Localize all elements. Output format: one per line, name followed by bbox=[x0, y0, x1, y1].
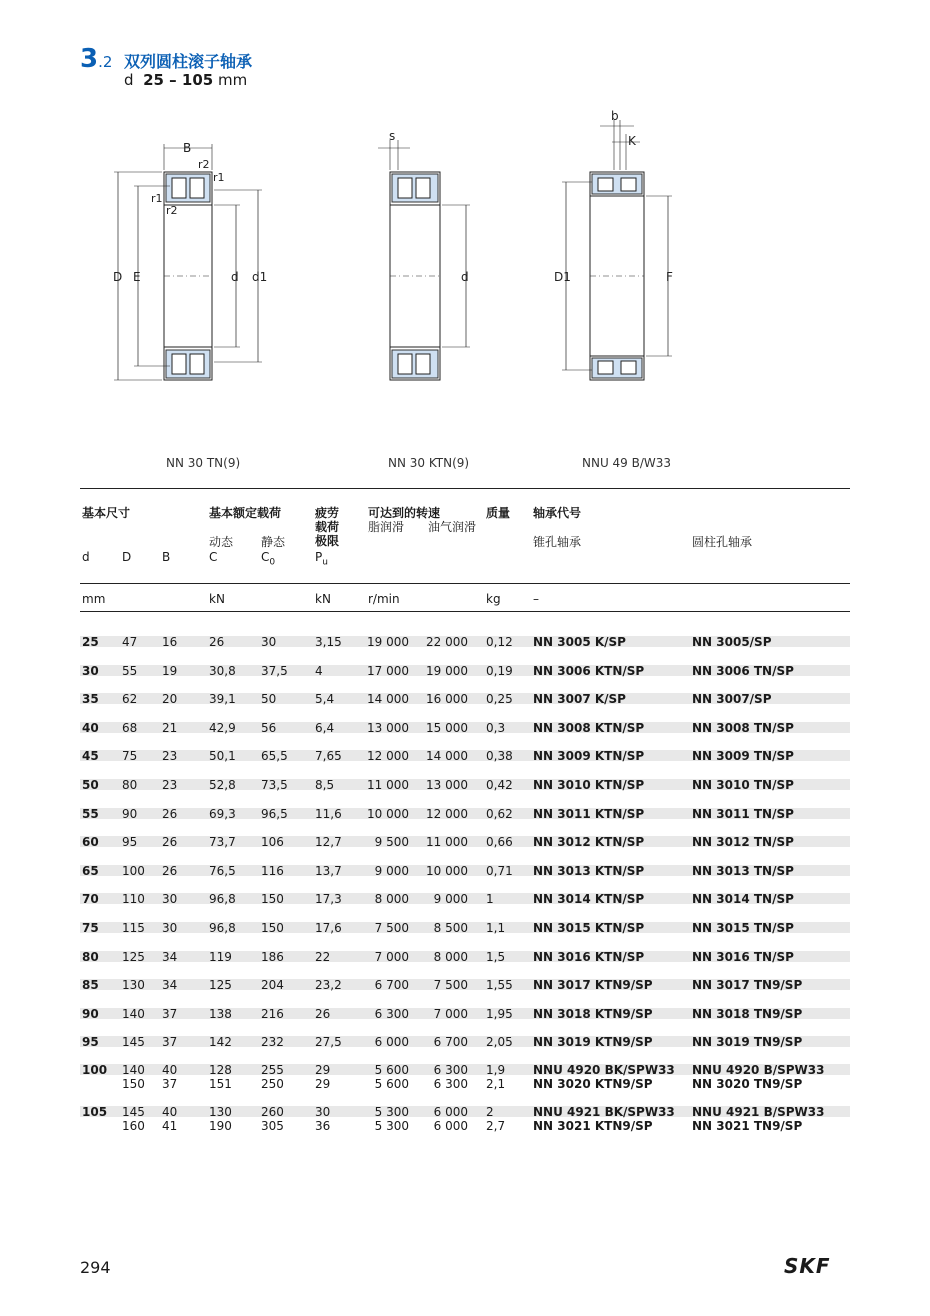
table-cell-mass: 2 bbox=[486, 1105, 494, 1119]
label-b: b bbox=[611, 109, 619, 123]
table-cell-D: 62 bbox=[122, 692, 138, 707]
table-cell-d: 80 bbox=[82, 949, 99, 964]
label-d1: d1 bbox=[252, 270, 268, 284]
page-title: 双列圆柱滚子轴承 bbox=[124, 52, 253, 71]
table-cell-D: 130 bbox=[122, 978, 145, 993]
table-cell-oil: 14 000 bbox=[426, 749, 468, 764]
table-cell-C: 119 bbox=[209, 949, 232, 964]
table-cell-cyl: NN 3006 TN/SP bbox=[692, 663, 794, 678]
label-D1: D1 bbox=[554, 270, 571, 284]
table-cell-C: 96,8 bbox=[209, 921, 236, 935]
table-cell-B: 34 bbox=[162, 949, 178, 964]
table-cell-mass: 1,1 bbox=[486, 921, 506, 935]
table-cell-B: 41 bbox=[162, 1119, 178, 1133]
table-cell-C: 69,3 bbox=[209, 806, 236, 821]
table-cell-d: 85 bbox=[82, 978, 99, 993]
th-D: D bbox=[122, 550, 132, 564]
table-cell-d: 100 bbox=[82, 1063, 108, 1077]
table-cell-mass: 0,62 bbox=[486, 806, 513, 821]
table-cell-B: 37 bbox=[162, 1077, 178, 1091]
table-cell-D: 115 bbox=[122, 921, 145, 935]
table-cell-mass: 0,12 bbox=[486, 635, 513, 649]
table-cell-B: 26 bbox=[162, 863, 178, 878]
table-cell-Pu: 17,3 bbox=[315, 892, 342, 907]
table-cell-grease: 19 000 bbox=[367, 635, 409, 649]
table-cell-D: 95 bbox=[122, 835, 138, 850]
table-cell-C: 73,7 bbox=[209, 835, 236, 850]
table-cell-cyl: NN 3012 TN/SP bbox=[692, 835, 794, 850]
th-oil-air: 油气润滑 bbox=[428, 520, 477, 534]
table-cell-mass: 1 bbox=[486, 892, 494, 907]
table-cell-cyl: NN 3005/SP bbox=[692, 635, 772, 649]
table-cell-Pu: 3,15 bbox=[315, 635, 342, 649]
table-cell-D: 90 bbox=[122, 806, 138, 821]
table-cell-tapered: NN 3006 KTN/SP bbox=[533, 663, 645, 678]
label-d: d bbox=[231, 270, 239, 284]
table-cell-tapered: NN 3010 KTN/SP bbox=[533, 778, 645, 792]
table-cell-cyl: NN 3021 TN9/SP bbox=[692, 1119, 803, 1133]
table-cell-cyl: NNU 4920 B/SPW33 bbox=[692, 1063, 825, 1077]
label-r1-top: r1 bbox=[213, 171, 225, 184]
table-cell-cyl: NN 3017 TN9/SP bbox=[692, 978, 803, 993]
table-cell-tapered: NNU 4920 BK/SPW33 bbox=[533, 1063, 675, 1077]
table-cell-C0: 305 bbox=[261, 1119, 284, 1133]
table-cell-oil: 8 000 bbox=[433, 949, 468, 964]
table-cell-grease: 8 000 bbox=[374, 892, 409, 907]
table-cell-Pu: 13,7 bbox=[315, 863, 342, 878]
table-cell-Pu: 30 bbox=[315, 1105, 331, 1119]
table-cell-d: 45 bbox=[82, 749, 99, 764]
table-cell-grease: 14 000 bbox=[367, 692, 409, 707]
label-r1-side: r1 bbox=[151, 192, 163, 205]
th-cylindrical: 圆柱孔轴承 bbox=[692, 535, 753, 549]
table-cell-D: 55 bbox=[122, 663, 138, 678]
table-cell-C: 128 bbox=[209, 1063, 232, 1077]
table-cell-d: 65 bbox=[82, 863, 99, 878]
table-cell-grease: 9 000 bbox=[374, 863, 409, 878]
table-cell-B: 30 bbox=[162, 921, 178, 935]
table-cell-C0: 50 bbox=[261, 692, 277, 707]
table-cell-C: 42,9 bbox=[209, 720, 236, 735]
label-E: E bbox=[133, 270, 141, 284]
table-cell-tapered: NN 3017 KTN9/SP bbox=[533, 978, 653, 993]
table-cell-cyl: NN 3007/SP bbox=[692, 692, 772, 707]
table-cell-d: 40 bbox=[82, 720, 99, 735]
table-cell-Pu: 6,4 bbox=[315, 720, 335, 735]
unit-kn-2: kN bbox=[315, 592, 331, 606]
table-cell-oil: 6 300 bbox=[433, 1077, 468, 1091]
table-cell-Pu: 29 bbox=[315, 1063, 331, 1077]
table-cell-Pu: 7,65 bbox=[315, 749, 342, 764]
table-cell-D: 125 bbox=[122, 949, 145, 964]
table-cell-C0: 73,5 bbox=[261, 778, 288, 792]
table-cell-B: 40 bbox=[162, 1063, 178, 1077]
table-cell-oil: 15 000 bbox=[426, 720, 468, 735]
table-cell-Pu: 26 bbox=[315, 1006, 331, 1021]
drawing-nn30tn bbox=[114, 144, 262, 380]
th-B: B bbox=[162, 550, 171, 564]
table-cell-oil: 7 500 bbox=[433, 978, 468, 993]
table-cell-oil: 11 000 bbox=[426, 835, 468, 850]
table-cell-D: 145 bbox=[122, 1105, 145, 1119]
table-cell-B: 21 bbox=[162, 720, 178, 735]
table-cell-d: 105 bbox=[82, 1105, 108, 1119]
table-cell-grease: 13 000 bbox=[367, 720, 409, 735]
table-cell-C: 138 bbox=[209, 1006, 232, 1021]
th-designation: 轴承代号 bbox=[533, 506, 582, 520]
table-cell-D: 140 bbox=[122, 1063, 145, 1077]
table-cell-oil: 7 000 bbox=[433, 1006, 468, 1021]
table-cell-mass: 2,1 bbox=[486, 1077, 506, 1091]
table-cell-B: 23 bbox=[162, 749, 178, 764]
table-cell-grease: 5 300 bbox=[374, 1119, 409, 1133]
table-cell-C0: 260 bbox=[261, 1105, 284, 1119]
table-cell-oil: 10 000 bbox=[426, 863, 468, 878]
table-cell-oil: 19 000 bbox=[426, 663, 468, 678]
table-cell-d: 55 bbox=[82, 806, 99, 821]
table-cell-cyl: NN 3013 TN/SP bbox=[692, 863, 794, 878]
table-cell-cyl: NNU 4921 B/SPW33 bbox=[692, 1105, 825, 1119]
table-cell-C0: 150 bbox=[261, 892, 284, 907]
table-cell-B: 37 bbox=[162, 1035, 178, 1050]
th-tapered: 锥孔轴承 bbox=[533, 535, 582, 549]
table-cell-D: 110 bbox=[122, 892, 145, 907]
table-cell-grease: 6 000 bbox=[374, 1035, 409, 1050]
label-r2-top: r2 bbox=[198, 158, 210, 171]
table-cell-C: 190 bbox=[209, 1119, 232, 1133]
table-cell-C0: 30 bbox=[261, 635, 277, 649]
table-cell-C: 39,1 bbox=[209, 692, 236, 707]
table-cell-tapered: NN 3005 K/SP bbox=[533, 635, 626, 649]
table-cell-Pu: 12,7 bbox=[315, 835, 342, 850]
table-cell-C0: 96,5 bbox=[261, 806, 288, 821]
table-cell-grease: 5 600 bbox=[374, 1063, 409, 1077]
unit-rpm: r/min bbox=[368, 592, 400, 606]
table-cell-tapered: NN 3019 KTN9/SP bbox=[533, 1035, 653, 1050]
th-dynamic: 动态 bbox=[209, 535, 234, 549]
table-cell-d: 95 bbox=[82, 1035, 99, 1050]
table-cell-cyl: NN 3014 TN/SP bbox=[692, 892, 794, 907]
table-cell-grease: 6 700 bbox=[374, 978, 409, 993]
table-cell-grease: 7 000 bbox=[374, 949, 409, 964]
label-s: s bbox=[389, 129, 396, 143]
table-cell-C: 130 bbox=[209, 1105, 232, 1119]
table-cell-D: 80 bbox=[122, 778, 138, 792]
table-cell-D: 75 bbox=[122, 749, 138, 764]
table-cell-mass: 0,38 bbox=[486, 749, 513, 764]
th-basic-dims: 基本尺寸 bbox=[82, 506, 131, 520]
table-cell-cyl: NN 3008 TN/SP bbox=[692, 720, 794, 735]
table-cell-D: 145 bbox=[122, 1035, 145, 1050]
table-cell-C0: 65,5 bbox=[261, 749, 288, 764]
label-r2-side: r2 bbox=[166, 204, 178, 217]
table-cell-cyl: NN 3011 TN/SP bbox=[692, 806, 794, 821]
table-cell-C0: 204 bbox=[261, 978, 284, 993]
table-cell-Pu: 23,2 bbox=[315, 978, 342, 993]
table-cell-C: 96,8 bbox=[209, 892, 236, 907]
table-cell-mass: 0,3 bbox=[486, 720, 506, 735]
table-cell-mass: 1,5 bbox=[486, 949, 506, 964]
table-cell-C0: 106 bbox=[261, 835, 284, 850]
table-cell-oil: 8 500 bbox=[433, 921, 468, 935]
label-F: F bbox=[666, 270, 673, 284]
table-cell-mass: 1,95 bbox=[486, 1006, 513, 1021]
table-cell-C: 30,8 bbox=[209, 663, 236, 678]
table-cell-C0: 116 bbox=[261, 863, 284, 878]
table-cell-C0: 186 bbox=[261, 949, 284, 964]
table-cell-B: 16 bbox=[162, 635, 178, 649]
unit-dash: – bbox=[533, 592, 539, 606]
table-cell-d: 60 bbox=[82, 835, 99, 850]
table-cell-oil: 6 300 bbox=[433, 1063, 468, 1077]
table-cell-Pu: 29 bbox=[315, 1077, 331, 1091]
table-cell-mass: 1,55 bbox=[486, 978, 513, 993]
table-cell-tapered: NN 3008 KTN/SP bbox=[533, 720, 645, 735]
table-cell-B: 37 bbox=[162, 1006, 178, 1021]
label-D: D bbox=[113, 270, 123, 284]
table-cell-Pu: 8,5 bbox=[315, 778, 335, 792]
table-cell-d: 90 bbox=[82, 1006, 99, 1021]
table-cell-mass: 1,9 bbox=[486, 1063, 506, 1077]
section-number: 3.2 bbox=[80, 44, 113, 74]
unit-kn-1: kN bbox=[209, 592, 225, 606]
table-cell-tapered: NN 3009 KTN/SP bbox=[533, 749, 645, 764]
table-cell-tapered: NN 3013 KTN/SP bbox=[533, 863, 645, 878]
table-cell-tapered: NN 3011 KTN/SP bbox=[533, 806, 645, 821]
table-cell-d: 25 bbox=[82, 635, 99, 649]
table-cell-D: 150 bbox=[122, 1077, 145, 1091]
table-cell-cyl: NN 3018 TN9/SP bbox=[692, 1006, 803, 1021]
table-cell-d: 50 bbox=[82, 778, 99, 792]
table-cell-tapered: NN 3015 KTN/SP bbox=[533, 921, 645, 935]
table-cell-B: 19 bbox=[162, 663, 178, 678]
label-d-2: d bbox=[461, 270, 469, 284]
th-d: d bbox=[82, 550, 90, 564]
table-cell-mass: 0,66 bbox=[486, 835, 513, 850]
table-cell-B: 26 bbox=[162, 835, 178, 850]
table-cell-C: 52,8 bbox=[209, 778, 236, 792]
table-cell-mass: 2,7 bbox=[486, 1119, 506, 1133]
table-cell-Pu: 36 bbox=[315, 1119, 331, 1133]
th-grease: 脂润滑 bbox=[368, 520, 405, 534]
table-cell-D: 68 bbox=[122, 720, 138, 735]
label-K: K bbox=[628, 134, 636, 148]
table-cell-grease: 9 500 bbox=[374, 835, 409, 850]
label-B: B bbox=[183, 141, 192, 155]
table-cell-D: 140 bbox=[122, 1006, 145, 1021]
table-cell-tapered: NN 3020 KTN9/SP bbox=[533, 1077, 653, 1091]
table-cell-oil: 6 700 bbox=[433, 1035, 468, 1050]
table-cell-mass: 0,25 bbox=[486, 692, 513, 707]
table-cell-d: 35 bbox=[82, 692, 99, 707]
table-cell-C: 76,5 bbox=[209, 863, 236, 878]
table-header-bottom-rule bbox=[80, 611, 850, 612]
table-cell-tapered: NN 3018 KTN9/SP bbox=[533, 1006, 653, 1021]
table-cell-tapered: NN 3007 K/SP bbox=[533, 692, 626, 707]
table-cell-oil: 12 000 bbox=[426, 806, 468, 821]
table-cell-tapered: NN 3021 KTN9/SP bbox=[533, 1119, 653, 1133]
drawing-nnu49 bbox=[562, 120, 672, 380]
table-top-rule bbox=[80, 488, 850, 489]
table-cell-oil: 13 000 bbox=[426, 778, 468, 792]
table-cell-d: 30 bbox=[82, 663, 99, 678]
table-cell-mass: 0,71 bbox=[486, 863, 513, 878]
table-cell-Pu: 4 bbox=[315, 663, 323, 678]
th-static: 静态 bbox=[261, 535, 286, 549]
table-cell-C0: 56 bbox=[261, 720, 277, 735]
table-cell-C: 26 bbox=[209, 635, 225, 649]
table-cell-Pu: 22 bbox=[315, 949, 331, 964]
table-cell-cyl: NN 3015 TN/SP bbox=[692, 921, 794, 935]
table-cell-oil: 6 000 bbox=[433, 1119, 468, 1133]
table-cell-B: 34 bbox=[162, 978, 178, 993]
unit-kg: kg bbox=[486, 592, 501, 606]
table-cell-B: 26 bbox=[162, 806, 178, 821]
table-cell-Pu: 11,6 bbox=[315, 806, 342, 821]
table-mid-rule bbox=[80, 583, 850, 584]
table-cell-cyl: NN 3019 TN9/SP bbox=[692, 1035, 803, 1050]
table-cell-C0: 216 bbox=[261, 1006, 284, 1021]
caption-nnu49: NNU 49 B/W33 bbox=[582, 456, 672, 470]
table-cell-C0: 255 bbox=[261, 1063, 284, 1077]
table-cell-tapered: NN 3014 KTN/SP bbox=[533, 892, 645, 907]
table-cell-oil: 6 000 bbox=[433, 1105, 468, 1119]
table-cell-grease: 10 000 bbox=[367, 806, 409, 821]
table-cell-grease: 7 500 bbox=[374, 921, 409, 935]
table-cell-C: 142 bbox=[209, 1035, 232, 1050]
caption-nn30ktn: NN 30 KTN(9) bbox=[388, 456, 470, 470]
table-cell-C0: 37,5 bbox=[261, 663, 288, 678]
table-cell-oil: 22 000 bbox=[426, 635, 468, 649]
table-cell-grease: 12 000 bbox=[367, 749, 409, 764]
table-cell-grease: 5 600 bbox=[374, 1077, 409, 1091]
table-cell-oil: 9 000 bbox=[433, 892, 468, 907]
table-cell-d: 70 bbox=[82, 892, 99, 907]
table-cell-C0: 232 bbox=[261, 1035, 284, 1050]
table-cell-C0: 150 bbox=[261, 921, 284, 935]
table-cell-C0: 250 bbox=[261, 1077, 284, 1091]
unit-mm: mm bbox=[82, 592, 106, 606]
table-cell-Pu: 5,4 bbox=[315, 692, 335, 707]
table-cell-D: 160 bbox=[122, 1119, 145, 1133]
bearing-drawings bbox=[0, 0, 930, 480]
table-cell-Pu: 27,5 bbox=[315, 1035, 342, 1050]
table-cell-C: 151 bbox=[209, 1077, 232, 1091]
table-cell-C: 125 bbox=[209, 978, 232, 993]
th-mass: 质量 bbox=[486, 506, 511, 520]
th-C: C bbox=[209, 550, 218, 564]
table-cell-mass: 2,05 bbox=[486, 1035, 513, 1050]
table-cell-D: 100 bbox=[122, 863, 145, 878]
table-cell-cyl: NN 3010 TN/SP bbox=[692, 778, 794, 792]
table-cell-mass: 0,42 bbox=[486, 778, 513, 792]
skf-logo: SKF bbox=[784, 1254, 831, 1278]
th-fatigue: 疲劳 载荷 极限 bbox=[315, 506, 340, 548]
caption-nn30tn: NN 30 TN(9) bbox=[166, 456, 241, 470]
table-cell-Pu: 17,6 bbox=[315, 921, 342, 935]
page-subtitle: d 25 – 105 mm bbox=[124, 71, 248, 89]
table-cell-d: 75 bbox=[82, 921, 99, 935]
th-C0: $C_0$ bbox=[261, 550, 276, 568]
table-cell-cyl: NN 3020 TN9/SP bbox=[692, 1077, 803, 1091]
table-cell-tapered: NN 3012 KTN/SP bbox=[533, 835, 645, 850]
drawing-nn30ktn bbox=[378, 140, 470, 380]
table-cell-B: 40 bbox=[162, 1105, 178, 1119]
table-cell-D: 47 bbox=[122, 635, 138, 649]
table-cell-B: 23 bbox=[162, 778, 178, 792]
table-cell-grease: 17 000 bbox=[367, 663, 409, 678]
th-Pu: $P_u$ bbox=[315, 550, 328, 568]
table-cell-B: 30 bbox=[162, 892, 178, 907]
table-cell-tapered: NNU 4921 BK/SPW33 bbox=[533, 1105, 675, 1119]
table-cell-grease: 11 000 bbox=[367, 778, 409, 792]
table-cell-tapered: NN 3016 KTN/SP bbox=[533, 949, 645, 964]
th-speed: 可达到的转速 bbox=[368, 506, 441, 520]
table-cell-C: 50,1 bbox=[209, 749, 236, 764]
table-cell-cyl: NN 3016 TN/SP bbox=[692, 949, 794, 964]
table-cell-oil: 16 000 bbox=[426, 692, 468, 707]
page-number: 294 bbox=[80, 1258, 111, 1277]
table-cell-grease: 6 300 bbox=[374, 1006, 409, 1021]
table-cell-cyl: NN 3009 TN/SP bbox=[692, 749, 794, 764]
th-load-ratings: 基本额定载荷 bbox=[209, 506, 282, 520]
table-cell-B: 20 bbox=[162, 692, 178, 707]
table-cell-mass: 0,19 bbox=[486, 663, 513, 678]
table-cell-grease: 5 300 bbox=[374, 1105, 409, 1119]
